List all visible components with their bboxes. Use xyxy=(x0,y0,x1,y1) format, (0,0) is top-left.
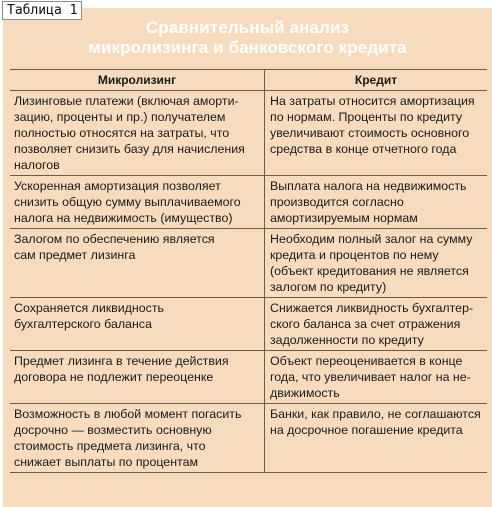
cell-text-line: Объект переоценивается в конце xyxy=(270,354,463,368)
cell-text-line: Предмет лизинга в течение действия xyxy=(14,354,229,368)
credit-cell xyxy=(265,176,487,228)
microleasing-cell xyxy=(10,404,265,472)
cell-text-line: залогом по кредиту) xyxy=(270,280,387,294)
credit-cell xyxy=(265,404,487,472)
cell-text-line: Ускоренная амортизация позволяет xyxy=(14,179,221,193)
cell-text-line: по нормам. Проценты по кредиту xyxy=(270,110,463,124)
cell-text-line: договора не подлежит переоценке xyxy=(14,370,214,384)
comparison-grid xyxy=(10,69,487,473)
microleasing-cell xyxy=(10,351,265,403)
credit-cell xyxy=(265,351,487,403)
microleasing-cell xyxy=(10,91,265,175)
microleasing-cell xyxy=(10,176,265,228)
column-header-credit: Кредит xyxy=(354,73,398,87)
table-header-row xyxy=(10,70,487,91)
cell-text-line: Лизинговые платежи (включая аморти- xyxy=(14,94,239,108)
table-row xyxy=(10,404,487,473)
cell-text-line: Снижается ликвидность бухгалтер- xyxy=(270,301,474,315)
table-row xyxy=(10,91,487,176)
table-title-line-2: микролизинга и банковского кредита xyxy=(88,38,407,57)
cell-text-line: на досрочное погашение кредита xyxy=(270,423,463,437)
cell-text-line: бухгалтерского баланса xyxy=(14,317,152,331)
table-row xyxy=(10,229,487,298)
table-row xyxy=(10,351,487,404)
table-number-label: Таблица 1 xyxy=(2,1,82,20)
cell-text-line: зацию, проценты и пр.) получателем xyxy=(14,110,226,124)
cell-text-line: Возможность в любой момент погасить xyxy=(14,407,242,421)
microleasing-cell xyxy=(10,298,265,350)
cell-text-line: полностью относятся на затраты, что xyxy=(14,126,230,140)
cell-text-line: амортизируемым нормам xyxy=(270,211,418,225)
credit-cell xyxy=(265,91,487,175)
credit-cell xyxy=(265,298,487,350)
cell-text-line: Банки, как правило, не соглашаются xyxy=(270,407,481,421)
cell-text-line: снижает выплаты по процентам xyxy=(14,455,198,469)
table-row xyxy=(10,176,487,229)
cell-text-line: налога на недвижимость (имущество) xyxy=(14,211,233,225)
cell-text-line: увеличивают стоимость основного xyxy=(270,126,470,140)
cell-text-line: стоимость предмета лизинга, что xyxy=(14,439,206,453)
cell-text-line: сам предмет лизинга xyxy=(14,248,136,262)
cell-text-line: года, что увеличивает налог на не- xyxy=(270,370,471,384)
cell-text-line: снизить общую сумму выплачиваемого xyxy=(14,195,241,209)
cell-text-line: Залогом по обеспечению является xyxy=(14,232,215,246)
cell-text-line: досрочно — возместить основную xyxy=(14,423,212,437)
credit-cell xyxy=(265,229,487,297)
table-title-line-1: Сравнительный анализ xyxy=(145,18,350,37)
cell-text-line: Выплата налога на недвижимость xyxy=(270,179,467,193)
cell-text-line: налогов xyxy=(14,158,60,172)
cell-text-line: кредита и процентов по нему xyxy=(270,248,439,262)
cell-text-line: Сохраняется ликвидность xyxy=(14,301,164,315)
cell-text-line: Необходим полный залог на сумму xyxy=(270,232,473,246)
cell-text-line: задолженности по кредиту xyxy=(270,333,424,347)
cell-text-line: движимость xyxy=(270,386,340,400)
microleasing-cell xyxy=(10,229,265,297)
cell-text-line: На затраты относится амортизация xyxy=(270,94,475,108)
column-header-microleasing: Микролизинг xyxy=(10,70,265,90)
cell-text-line: (объект кредитования не является xyxy=(270,264,469,278)
cell-text-line: средства в конце отчетного года xyxy=(270,142,457,156)
table-row xyxy=(10,298,487,351)
table-title xyxy=(3,18,492,58)
cell-text-line: ского баланса за счет отражения xyxy=(270,317,461,331)
comparison-table-panel xyxy=(3,8,492,507)
cell-text-line: производится согласно xyxy=(270,195,404,209)
cell-text-line: позволяет снизить базу для начисления xyxy=(14,142,245,156)
table-body xyxy=(10,91,487,473)
